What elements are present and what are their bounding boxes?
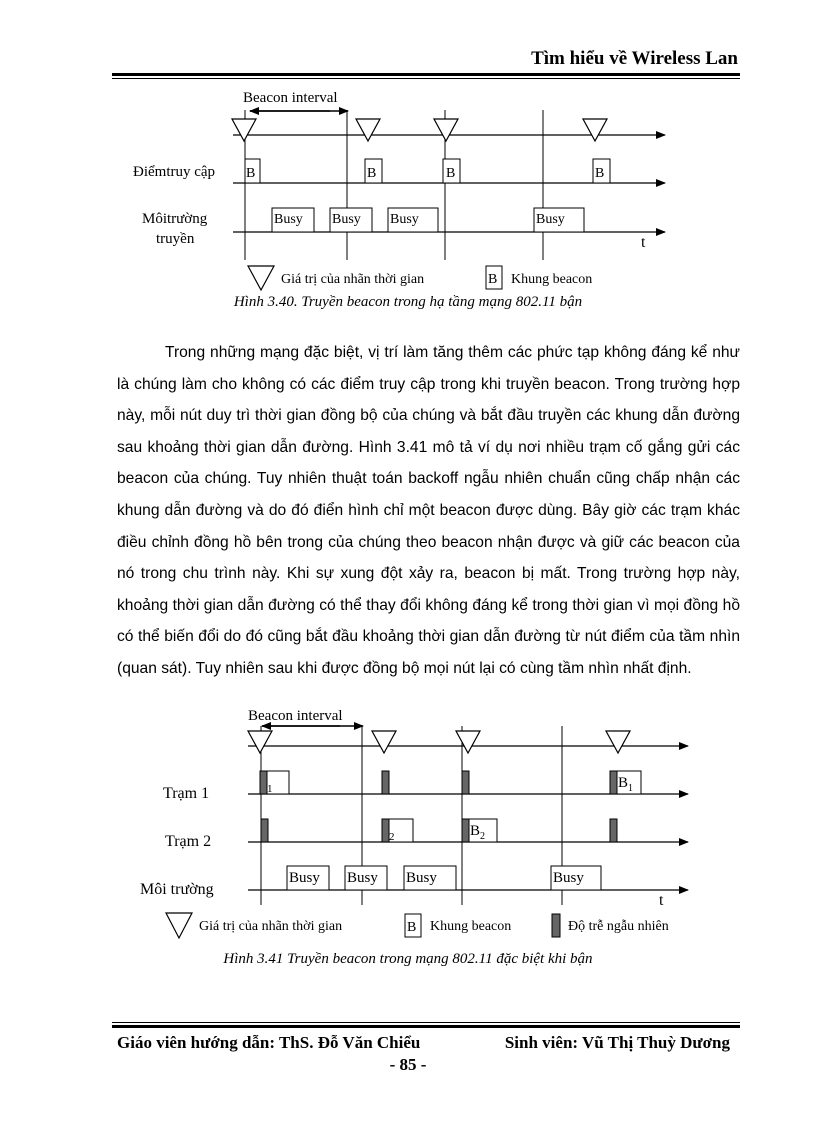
fig1-caption: Hình 3.40. Truyền beacon trong hạ tầng mạng 802.11 bận (233, 294, 583, 310)
svg-text:Busy: Busy (332, 212, 361, 227)
fig2-beacon-interval-label: Beacon interval (248, 708, 343, 724)
fig2-row-label-station1: Trạm 1 (163, 785, 210, 802)
svg-text:2: 2 (389, 831, 395, 843)
fig2-random-delay (462, 819, 469, 842)
page-number: - 85 - (389, 1055, 427, 1074)
fig2-beacon-frame-partial (389, 819, 413, 843)
fig2-row-label-medium: Môi trường (140, 881, 214, 898)
footer-rule-thick (112, 1025, 740, 1028)
svg-text:B2: $B_2$ (470, 823, 486, 842)
svg-text:B: B (367, 166, 377, 181)
fig2-timestamp-marker (606, 731, 630, 753)
svg-text:1: 1 (267, 783, 273, 795)
footer-advisor: Giáo viên hướng dẫn: ThS. Đỗ Văn Chiểu (117, 1033, 421, 1052)
fig2-legend-timestamp-icon (166, 913, 192, 938)
fig2-random-delay (610, 771, 617, 794)
svg-text:Busy: Busy (347, 870, 378, 886)
fig1-legend-frame-label: Khung beacon (511, 272, 593, 287)
fig1-row-label-medium: Môitrường (142, 211, 208, 227)
fig2-random-delay (462, 771, 469, 794)
body-paragraph: Trong những mạng đặc biệt, vị trí làm tăng thêm các phức tạp không đáng kể như là chúng làm cho không có các điểm truy cập trong khi truyền beacon. Trong trường hợp này, mỗi nút duy trì thời gian đồng bộ của chúng và bắt đầu truyền các khung dẫn đường sau khoảng thời gian dẫn đường. Hình 3.41 mô tả ví dụ nơi nhiều trạm cố gắng gửi các beacon của chúng. Tuy nhiên thuật toán backoff ngẫu nhiên chuẩn cũng chấp nhận các khung dẫn đường và do đó điển hình chỉ một beacon được dùng. Bây giờ các trạm khác điều chỉnh đồng hồ bên trong của chúng theo beacon nhận được và giữ các beacon của nó trong chu trình này. Khi sự xung đột xảy ra, beacon bị mất. Trong trường hợp này, khoảng thời gian dẫn đường có thể thay đổi không đáng kể trong thời gian vì mọi đồng hồ có thể biến đổi do đó cũng bắt đầu khoảng thời gian dẫn đường từ nút điểm của tầm nhìn (quan sát). Tuy nhiên sau khi được đồng bộ mọi nút lại có cùng tầm nhìn nhất định. (117, 344, 740, 677)
fig2-busy-box (287, 866, 329, 890)
svg-text:Busy: Busy (553, 870, 584, 886)
fig2-row-label-station2: Trạm 2 (165, 833, 212, 850)
fig2-beacon-frame-partial (267, 771, 289, 795)
svg-text:Busy: Busy (289, 870, 320, 886)
svg-text:Busy: Busy (390, 212, 419, 227)
footer-rule-thin (112, 1022, 740, 1023)
fig2-timestamp-marker (372, 731, 396, 753)
svg-text:Busy: Busy (274, 212, 303, 227)
fig2-caption: Hình 3.41 Truyền beacon trong mạng 802.11 đặc biệt khi bận (223, 951, 593, 967)
header-title: Tìm hiểu về Wireless Lan (531, 48, 738, 69)
footer-student: Sinh viên: Vũ Thị Thuỳ Dương (504, 1033, 730, 1052)
fig2-random-delay (610, 819, 617, 842)
fig2-timestamp-marker (248, 731, 272, 753)
fig2-legend-timestamp-label: Giá trị của nhãn thời gian (199, 919, 343, 934)
svg-text:B1: $B_1$ (618, 775, 634, 794)
fig1-row-label-medium-2: truyền (156, 231, 195, 247)
svg-text:B: B (246, 166, 256, 181)
fig2-random-delay (260, 771, 267, 794)
fig2-random-delay (261, 819, 268, 842)
fig1-time-label: t (641, 234, 646, 251)
fig2-timestamp-marker (456, 731, 480, 753)
fig1-beacon-interval-label: Beacon interval (243, 90, 338, 106)
fig1-legend-timestamp-label: Giá trị của nhãn thời gian (281, 272, 425, 287)
fig2-random-delay (382, 771, 389, 794)
fig2-busy-box (404, 866, 456, 890)
fig2-busy-box (345, 866, 387, 890)
fig2-random-delay (382, 819, 389, 842)
svg-text:B: B (407, 920, 417, 935)
svg-text:B: B (488, 272, 498, 287)
svg-text:Busy: Busy (536, 212, 565, 227)
fig2-legend-delay-icon (552, 914, 560, 937)
fig2-legend-frame-label: Khung beacon (430, 919, 512, 934)
fig2-legend-delay-label: Độ trễ ngẫu nhiên (568, 919, 669, 934)
fig2-beacon-frame-b2 (469, 819, 497, 842)
svg-text:Busy: Busy (406, 870, 437, 886)
fig2-time-label: t (659, 892, 664, 909)
fig1-row-label-ap: Điểmtruy cập (133, 164, 216, 180)
fig2-beacon-frame-b1 (617, 771, 641, 794)
fig2-legend-frame-icon (405, 914, 421, 937)
svg-text:B: B (595, 166, 605, 181)
fig2-busy-box (551, 866, 601, 890)
svg-text:B: B (446, 166, 456, 181)
